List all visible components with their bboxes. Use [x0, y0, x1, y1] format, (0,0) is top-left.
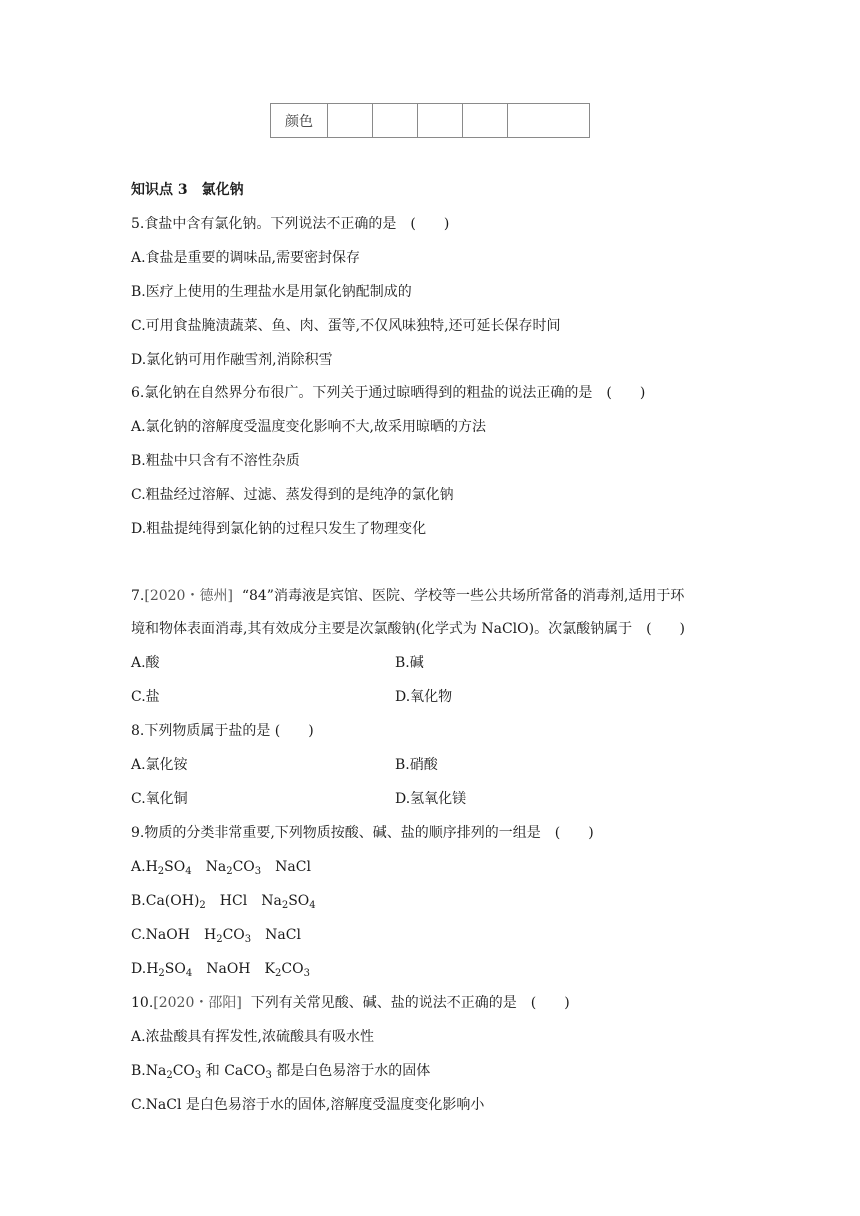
- q5-option-b: B.医疗上使用的生理盐水是用氯化钠配制成的: [131, 284, 412, 300]
- section-title: 知识点 3 氯化钠: [131, 182, 244, 198]
- q7-option-c: C.盐: [131, 689, 160, 705]
- q7-option-d: D.氧化物: [395, 689, 453, 705]
- q7-option-a: A.酸: [131, 655, 160, 671]
- q5-option-d: D.氯化钠可用作融雪剂,消除积雪: [131, 352, 333, 368]
- q6-option-a: A.氯化钠的溶解度受温度变化影响不大,故采用晾晒的方法: [131, 419, 487, 435]
- q7-text-1: “84”消毒液是宾馆、医院、学校等一些公共场所常备的消毒剂,适用于环: [241, 588, 685, 604]
- table-cell: [463, 104, 508, 138]
- q6-option-d: D.粗盐提纯得到氯化钠的过程只发生了物理变化: [131, 521, 427, 537]
- q10-stem: 下列有关常见酸、碱、盐的说法不正确的是 ( ): [250, 995, 570, 1011]
- q7-number: 7.: [131, 588, 145, 604]
- q10-option-a: A.浓盐酸具有挥发性,浓硫酸具有吸水性: [131, 1029, 375, 1045]
- q6-option-c: C.粗盐经过溶解、过滤、蒸发得到的是纯净的氯化钠: [131, 487, 454, 503]
- q7-option-b: B.碱: [395, 655, 424, 671]
- table-header-color: 颜色: [271, 104, 328, 138]
- q6-stem: 6.氯化钠在自然界分布很广。下列关于通过晾晒得到的粗盐的说法正确的是 ( ): [131, 385, 646, 401]
- q9-option-d: $D.H_2SO_4$ NaOH $K_2CO_3$: [131, 961, 310, 979]
- q7-line2: 境和物体表面消毒,其有效成分主要是次氯酸钠(化学式为 NaClO)。次氯酸钠属于 ( ): [131, 621, 686, 637]
- q9-option-b: $B.Ca(OH)_2$ HCl $Na_2SO_4$: [131, 893, 316, 911]
- table-cell: [373, 104, 418, 138]
- q10-source: [2020・邵阳]: [153, 995, 242, 1011]
- q8-stem: 8.下列物质属于盐的是 ( ): [131, 723, 314, 739]
- q7-line1: [131, 587, 684, 605]
- q6-option-b: B.粗盐中只含有不溶性杂质: [131, 453, 300, 469]
- q5-option-a: A.食盐是重要的调味品,需要密封保存: [131, 250, 361, 266]
- q8-option-d: D.氢氧化镁: [395, 791, 467, 807]
- q5-stem: 5.食盐中含有氯化钠。下列说法不正确的是 ( ): [131, 216, 450, 232]
- q8-option-a: A.氯化铵: [131, 757, 188, 773]
- q7-source: [2020・德州]: [144, 588, 233, 604]
- q10-option-c: C.NaCl 是白色易溶于水的固体,溶解度受温度变化影响小: [131, 1097, 485, 1113]
- q9-option-c: C.NaOH $H_2CO_3$ NaCl: [131, 927, 301, 945]
- q10-option-b: $B.Na_2CO_3$ 和 CaCO$_3$ 都是白色易溶于水的固体: [131, 1063, 431, 1081]
- q5-option-c: C.可用食盐腌渍蔬菜、鱼、肉、蛋等,不仅风味独特,还可延长保存时间: [131, 318, 561, 334]
- table-cell: [328, 104, 373, 138]
- table-cell: [418, 104, 463, 138]
- q8-option-b: B.硝酸: [395, 757, 438, 773]
- q10-number: 10.: [131, 995, 154, 1011]
- q9-stem: 9.物质的分类非常重要,下列物质按酸、碱、盐的顺序排列的一组是 ( ): [131, 825, 594, 841]
- color-table: [270, 103, 590, 138]
- q10-stem-line: [131, 994, 570, 1012]
- q9-option-a: $A.H_2SO_4$ $Na_2CO_3$ NaCl: [131, 859, 311, 877]
- table-cell: [508, 104, 590, 138]
- q8-option-c: C.氧化铜: [131, 791, 188, 807]
